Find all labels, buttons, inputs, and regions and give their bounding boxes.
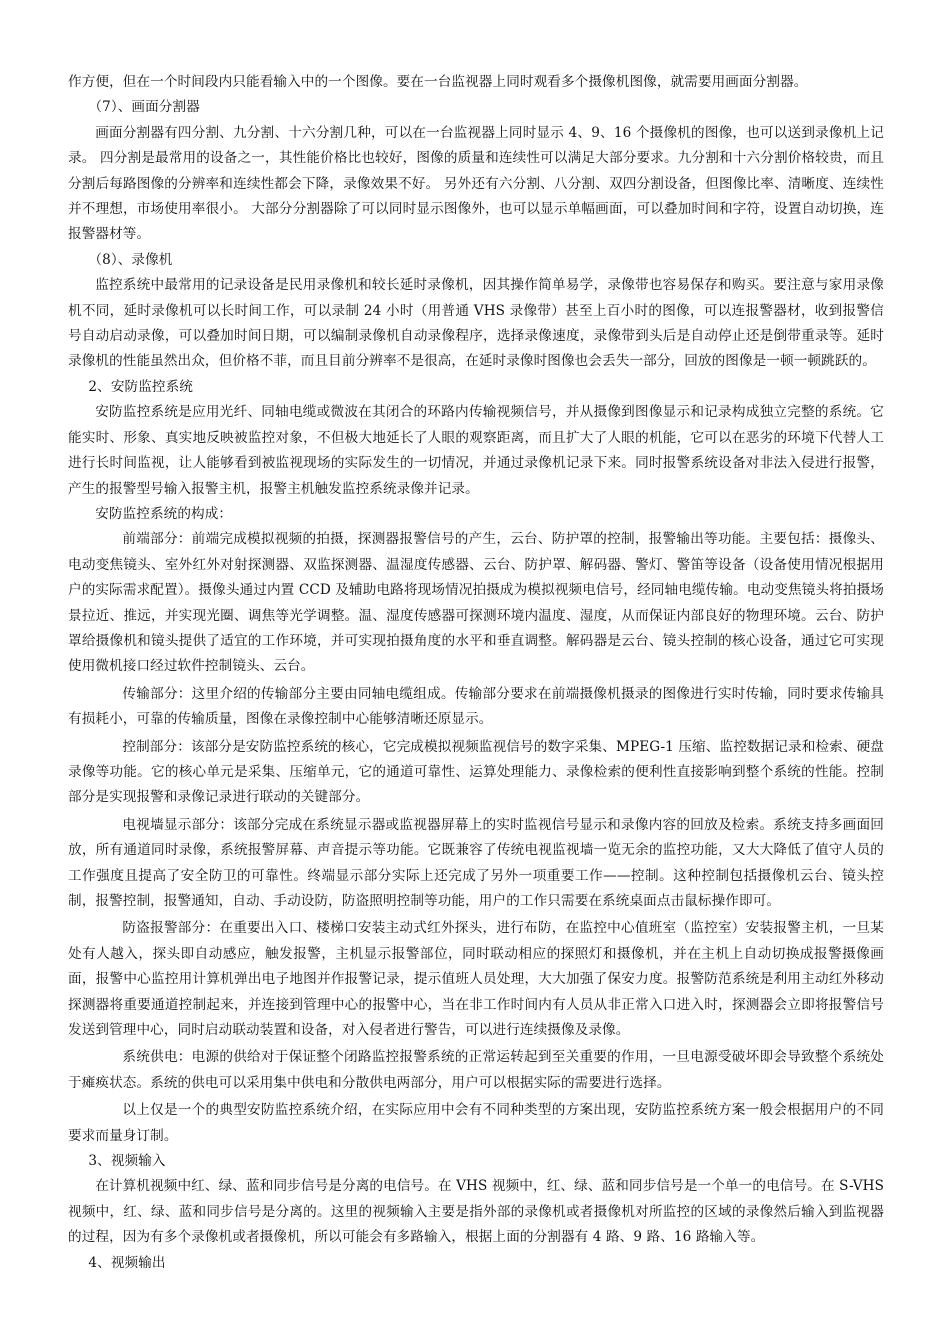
paragraph-summary: 以上仅是一个的典型安防监控系统介绍，在实际应用中会有不同种类型的方案出现，安防监控系统方案一般会根据用户的不同要求而量身订制。	[68, 1102, 884, 1144]
document-page	[68, 70, 884, 1276]
paragraph-video-wall: 电视墙显示部分：该部分完成在系统显示器或监视器屏幕上的实时监视信号显示和录像内容的回放及检索。系统支持多画面回放，所有通道同时录像，系统报警屏幕、声音提示等功能。它既兼容了传统电视监视墙一览无余的监控功能，又大大降低了值守人员的工作强度且提高了安全防卫的可靠性。终端显示部分实际上还完成了另外一项重要工作——控制。这种控制包括摄像机云台、镜头控制，报警控制，报警通知，自动、手动设防，防盗照明控制等功能，用户的工作只需要在系统桌面点击鼠标操作即可。	[68, 816, 884, 909]
heading-video-output: 4、视频输出	[88, 1254, 166, 1271]
paragraph-video-recorder: 监控系统中最常用的记录设备是民用录像机和较长延时录像机，因其操作简单易学，录像带也容易保存和购买。要注意与家用录像机不同，延时录像机可以长时间工作，可以录制 24 小时（用普通 VHS 录像带）甚至上百小时的图像，可以连报警器材，收到报警信号自动启动录像，可以叠加时间日期，可以编制录像机自动录像程序，选择录像速度，录像带到头后是自动停止还是倒带重录等。延时录像机的性能虽然出众，但价格不菲，而且目前分辨率不是很高，在延时录像时图像也会丢失一部分，回放的图像是一顿一顿跳跃的。	[68, 277, 884, 370]
paragraph-system-composition: 安防监控系统的构成：	[95, 505, 233, 522]
heading-security-monitoring-system: 2、安防监控系统	[88, 378, 193, 395]
paragraph-power-supply: 系统供电：电源的供给对于保证整个闭路监控报警系统的正常运转起到至关重要的作用，一旦电源受破坏即会导致整个系统处于瘫痪状态。系统的供电可以采用集中供电和分散供电两部分，用户可以根据实际的需要进行选择。	[68, 1049, 884, 1091]
paragraph-control: 控制部分：该部分是安防监控系统的核心，它完成模拟视频监视信号的数字采集、MPEG-1 压缩、监控数据记录和检索、硬盘录像等功能。它的核心单元是采集、压缩单元，它的通道可靠性、运算处理能力、录像检索的便利性直接影响到整个系统的性能。控制部分是实现报警和录像记录进行联动的关键部分。	[68, 738, 884, 806]
paragraph-screen-splitter: 画面分割器有四分割、九分割、十六分割几种，可以在一台监视器上同时显示 4、9、16 个摄像机的图像，也可以送到录像机上记录。 四分割是最常用的设备之一，其性能价格比也较好，图像的质量和连续性可以满足大部分要求。九分割和十六分割价格较贵，而且分割后每路图像的分辨率和连续性都会下降，录像效果不好。 另外还有六分割、八分割、双四分割设备，但图像比率、清晰度、连续性并不理想，市场使用率很小。 大部分分割器除了可以同时显示图像外，也可以显示单幅画面，可以叠加时间和字符，设置自动切换，连报警器材等。	[68, 124, 884, 243]
paragraph-transmission: 传输部分：这里介绍的传输部分主要由同轴电缆组成。传输部分要求在前端摄像机摄录的图像进行实时传输，同时要求传输具有损耗小，可靠的传输质量，图像在录像控制中心能够清晰还原显示。	[68, 685, 884, 728]
paragraph-alarm: 防盗报警部分：在重要出入口、楼梯口安装主动式红外探头，进行布防，在监控中心值班室（监控室）安装报警主机，一旦某处有人越入，探头即自动感应，触发报警，主机显示报警部位，同时联动相应的探照灯和摄像机，并在主机上自动切换成报警摄像画面，报警中心监控用计算机弹出电子地图并作报警记录，提示值班人员处理，大大加强了保安力度。报警防范系统是利用主动红外移动探测器将重要通道控制起来，并连接到管理中心的报警中心，当在非工作时间内有人员从非正常入口进入时，探测器会立即将报警信号发送到管理中心，同时启动联动装置和设备，对入侵者进行警告，可以进行连续摄像及录像。	[68, 920, 884, 1039]
heading-screen-splitter: （7）、画面分割器	[88, 99, 200, 116]
heading-video-recorder: （8）、录像机	[88, 251, 173, 268]
paragraph-video-input: 在计算机视频中红、绿、蓝和同步信号是分离的电信号。在 VHS 视频中，红、绿、蓝和同步信号是一个单一的电信号。在 S-VHS 视频中，红、绿、蓝和同步信号是分离的。这里的视频输入主要是指外部的录像机或者摄像机对所监控的区域的录像然后输入到监视器的过程，因为有多个录像机或者摄像机，所以可能会有多路输入，根据上面的分割器有 4 路、9 路、16 路输入等。	[68, 1178, 884, 1246]
paragraph-front-end: 前端部分：前端完成模拟视频的拍摄，探测器报警信号的产生，云台、防护罩的控制，报警输出等功能。主要包括：摄像头、电动变焦镜头、室外红外对射探测器、双监探测器、温湿度传感器、云台、防护罩、解码器、警灯、警笛等设备（设备使用情况根据用户的实际需求配置）。摄像头通过内置 CCD 及辅助电路将现场情况拍摄成为模拟视频电信号，经同轴电缆传输。电动变焦镜头将拍摄场景拉近、推远，并实现光圈、调焦等光学调整。温、湿度传感器可探测环境内温度、湿度，从而保证内部良好的物理环境。云台、防护罩给摄像机和镜头提供了适宜的工作环境，并可实现拍摄角度的水平和垂直调整。解码器是云台、镜头控制的核心设备，通过它可实现使用微机接口经过软件控制镜头、云台。	[68, 531, 884, 675]
heading-video-input: 3、视频输入	[88, 1153, 166, 1170]
paragraph-security-monitoring-system: 安防监控系统是应用光纤、同轴电缆或微波在其闭合的环路内传输视频信号，并从摄像到图像显示和记录构成独立完整的系统。它能实时、形象、真实地反映被监控对象，不但极大地延长了人眼的观察距离，而且扩大了人眼的机能，它可以在恶劣的环境下代替人工进行长时间监视，让人能够看到被监视现场的实际发生的一切情况，并通过录像机记录下来。同时报警系统设备对非法入侵进行报警，产生的报警型号输入报警主机，报警主机触发监控系统录像并记录。	[68, 404, 884, 497]
paragraph-continuation: 作方便，但在一个时间段内只能看输入中的一个图像。要在一台监视器上同时观看多个摄像机图像，就需要用画面分割器。	[68, 74, 808, 90]
